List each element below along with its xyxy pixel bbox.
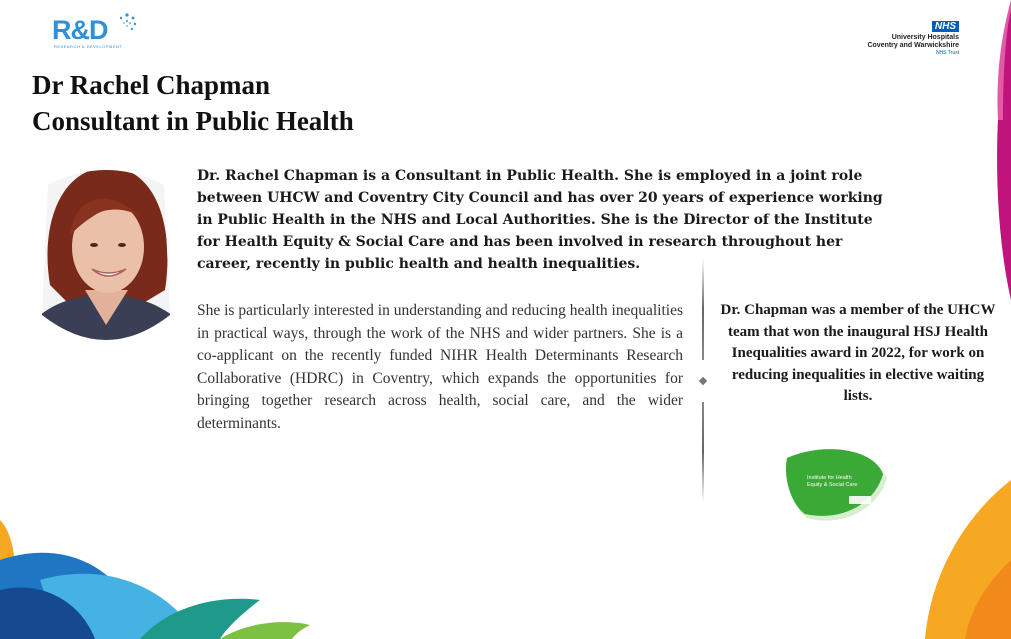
- rd-logo: [52, 16, 142, 58]
- portrait-photo: [40, 165, 172, 350]
- institute-badge-text: Institute for Health Equity & Social Care: [807, 475, 858, 488]
- nhs-line-2: Coventry and Warwickshire: [867, 42, 959, 49]
- award-callout: Dr. Chapman was a member of the UHCW team that won the inaugural HSJ Health Inequalities award in 2022, for work on reducing inequalities in elective waiting lists.: [720, 302, 996, 404]
- nhs-badge: NHS: [932, 21, 959, 32]
- divider-line-bottom: [702, 402, 704, 502]
- institute-badge: [783, 448, 891, 526]
- sparkle-icon: [116, 12, 138, 34]
- divider-line-top: [702, 258, 704, 360]
- intro-paragraph: Dr. Rachel Chapman is a Consultant in Public Health. She is employed in a joint role between UHCW and Coventry City Council and has over 20 years of experience working in Public Health in the NHS and Local Authorities. She is the Director of the Institute for Health Equity & Social Care and has been involved in research throughout her career, recently in public health and health inequalities.: [197, 168, 883, 272]
- page-title: Dr Rachel Chapman: [32, 70, 271, 100]
- rd-logo-text: R&D: [52, 15, 108, 45]
- page-subtitle: Consultant in Public Health: [32, 106, 354, 136]
- nhs-line-1: University Hospitals: [891, 34, 959, 41]
- body-paragraph: She is particularly interested in understanding and reducing health inequalities in practical ways, through the work of the NHS and wider partners. She is a co-applicant on the recently funded NIHR Health Determinants Research Collaborative (HDRC) in Coventry, which expands the opportunities for bringing together research across health, social care, and the wider determinants.: [197, 302, 683, 432]
- rd-logo-subtitle: RESEARCH & DEVELOPMENT: [54, 44, 123, 49]
- nhs-trust: NHS Trust: [935, 50, 959, 56]
- nhs-logo: [867, 16, 959, 56]
